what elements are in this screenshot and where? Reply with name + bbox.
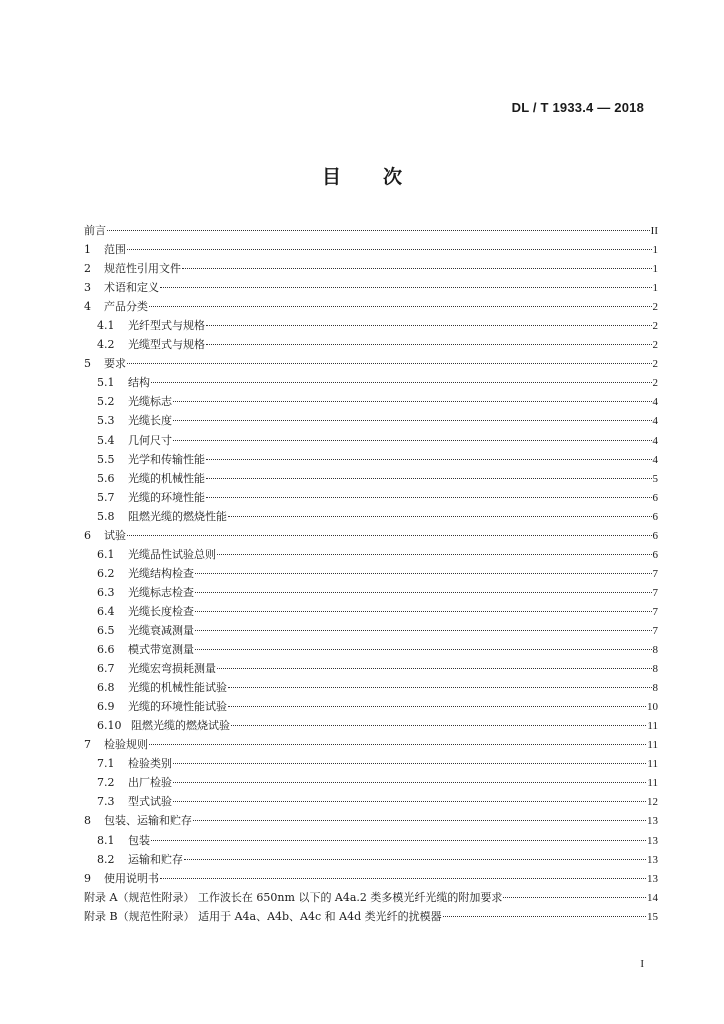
toc-dot-leader bbox=[217, 554, 652, 555]
toc-entry-label: 光缆长度 bbox=[128, 414, 172, 428]
toc-entry[interactable] bbox=[84, 392, 658, 411]
toc-entry-label: 光缆的环境性能试验 bbox=[128, 700, 227, 714]
toc-dot-leader bbox=[503, 897, 646, 898]
toc-entry[interactable] bbox=[84, 259, 658, 278]
toc-entry-label: 包装、运输和贮存 bbox=[104, 814, 192, 828]
toc-entry-page: 6 bbox=[652, 491, 658, 504]
toc-entry-number: 6.10 bbox=[97, 719, 122, 733]
toc-entry-label: 型式试验 bbox=[128, 795, 172, 809]
toc-entry-label: 要求 bbox=[104, 357, 126, 371]
toc-dot-leader bbox=[231, 725, 646, 726]
toc-entry-label: 光缆型式与规格 bbox=[128, 338, 205, 352]
toc-entry-label: 包装 bbox=[128, 833, 150, 847]
toc-dot-leader bbox=[228, 516, 652, 517]
toc-entry-number: 6.9 bbox=[97, 700, 115, 714]
toc-entry-label: 光缆结构检查 bbox=[128, 566, 194, 580]
toc-entry[interactable] bbox=[84, 450, 658, 469]
toc-entry[interactable] bbox=[84, 792, 658, 811]
toc-entry-label: 光缆宏弯损耗测量 bbox=[128, 662, 216, 676]
toc-entry-page: 15 bbox=[647, 910, 658, 923]
toc-dot-leader bbox=[173, 401, 652, 402]
toc-entry-number: 8.1 bbox=[97, 833, 115, 847]
toc-dot-leader bbox=[151, 382, 652, 383]
toc-dot-leader bbox=[228, 706, 646, 707]
toc-entry-number: 6.2 bbox=[97, 566, 115, 580]
toc-entry-page: 2 bbox=[652, 339, 658, 352]
toc-entry[interactable] bbox=[84, 411, 658, 430]
toc-entry[interactable] bbox=[84, 488, 658, 507]
toc-entry-number: 6.3 bbox=[97, 585, 115, 599]
toc-entry-label: 模式带宽测量 bbox=[128, 643, 194, 657]
toc-dot-leader bbox=[173, 763, 646, 764]
toc-entry-label: 光缆长度检查 bbox=[128, 604, 194, 618]
toc-entry-number: 6.1 bbox=[97, 547, 115, 561]
toc-entry-page: 7 bbox=[652, 567, 658, 580]
toc-entry-label: 光纤型式与规格 bbox=[128, 319, 205, 333]
toc-entry-label: 范围 bbox=[104, 243, 126, 257]
toc-entry[interactable] bbox=[84, 678, 658, 697]
toc-entry[interactable] bbox=[84, 602, 658, 621]
toc-entry[interactable] bbox=[84, 278, 658, 297]
toc-entry-number: 4 bbox=[84, 300, 91, 314]
toc-entry-page: 12 bbox=[647, 796, 658, 809]
toc-entry-page: 6 bbox=[652, 548, 658, 561]
toc-dot-leader bbox=[173, 801, 646, 802]
toc-entry[interactable] bbox=[84, 297, 658, 316]
toc-entry[interactable] bbox=[84, 469, 658, 488]
toc-entry-page: 1 bbox=[652, 263, 658, 276]
toc-entry-label: 规范性引用文件 bbox=[104, 262, 181, 276]
toc-entry[interactable] bbox=[84, 831, 658, 850]
toc-entry-number: 3 bbox=[84, 281, 91, 295]
toc-entry-number: 5 bbox=[84, 357, 91, 371]
toc-entry-page: 6 bbox=[652, 529, 658, 542]
toc-entry-label: 阻燃光缆的燃烧试验 bbox=[131, 719, 230, 733]
toc-entry[interactable] bbox=[84, 640, 658, 659]
toc-dot-leader bbox=[195, 611, 652, 612]
toc-entry[interactable] bbox=[84, 526, 658, 545]
toc-dot-leader bbox=[149, 744, 646, 745]
toc-entry-page: 11 bbox=[647, 758, 658, 771]
toc-dot-leader bbox=[206, 478, 652, 479]
toc-entry-number: 9 bbox=[84, 871, 91, 885]
toc-entry-label: 结构 bbox=[128, 376, 150, 390]
toc-entry-number: 2 bbox=[84, 262, 91, 276]
toc-entry[interactable] bbox=[84, 697, 658, 716]
toc-dot-leader bbox=[184, 859, 646, 860]
toc-entry-page: 8 bbox=[652, 663, 658, 676]
toc-entry[interactable] bbox=[84, 354, 658, 373]
toc-entry-number: 7.3 bbox=[97, 795, 115, 809]
toc-entry-page: II bbox=[650, 225, 658, 237]
toc-entry-page: 4 bbox=[652, 396, 658, 409]
toc-dot-leader bbox=[195, 592, 652, 593]
toc-dot-leader bbox=[206, 497, 652, 498]
document-code: DL / T 1933.4 — 2018 bbox=[511, 100, 644, 115]
toc-dot-leader bbox=[195, 630, 652, 631]
toc-entry[interactable] bbox=[84, 583, 658, 602]
toc-entry-label: 检验规则 bbox=[104, 738, 148, 752]
toc-entry-page: 13 bbox=[647, 853, 658, 866]
toc-entry[interactable] bbox=[84, 716, 658, 735]
toc-entry[interactable] bbox=[84, 545, 658, 564]
toc-entry-page: 7 bbox=[652, 586, 658, 599]
toc-entry-page: 13 bbox=[647, 815, 658, 828]
toc-entry-number: 7.2 bbox=[97, 776, 115, 790]
toc-dot-leader bbox=[173, 440, 652, 441]
toc-entry-label: 光缆的机械性能试验 bbox=[128, 681, 227, 695]
toc-entry-page: 14 bbox=[647, 891, 658, 904]
toc-entry-number: 5.7 bbox=[97, 490, 115, 504]
toc-entry-page: 10 bbox=[647, 701, 658, 714]
toc-entry-number: 6.5 bbox=[97, 623, 115, 637]
toc-entry-number: 5.1 bbox=[97, 376, 115, 390]
toc-entry[interactable] bbox=[84, 373, 658, 392]
toc-entry-label: 光学和传输性能 bbox=[128, 452, 205, 466]
title-char-2: 次 bbox=[383, 166, 403, 188]
toc-entry-page: 13 bbox=[647, 872, 658, 885]
toc-entry[interactable] bbox=[84, 621, 658, 640]
toc-dot-leader bbox=[206, 344, 652, 345]
toc-entry-number: 1 bbox=[84, 243, 91, 257]
toc-dot-leader bbox=[173, 420, 652, 421]
toc-dot-leader bbox=[127, 363, 652, 364]
toc-dot-leader bbox=[173, 782, 646, 783]
toc-entry-number: 5.5 bbox=[97, 452, 115, 466]
toc-entry-page: 2 bbox=[652, 358, 658, 371]
toc-entry-number: 8 bbox=[84, 814, 91, 828]
toc-dot-leader bbox=[127, 535, 652, 536]
toc-dot-leader bbox=[149, 306, 652, 307]
toc-entry[interactable] bbox=[84, 507, 658, 526]
toc-entry[interactable] bbox=[84, 564, 658, 583]
toc-entry-page: 13 bbox=[647, 834, 658, 847]
toc-entry[interactable] bbox=[84, 850, 658, 869]
toc-entry-number: 7.1 bbox=[97, 757, 115, 771]
toc-entry-page: 11 bbox=[647, 739, 658, 752]
toc-entry-number: 5.2 bbox=[97, 395, 115, 409]
page-number: I bbox=[640, 958, 644, 970]
toc-entry[interactable] bbox=[84, 754, 658, 773]
toc-entry-label: 附录 B（规范性附录） 适用于 A4a、A4b、A4c 和 A4d 类光纤的扰模器 bbox=[84, 909, 442, 923]
toc-entry-page: 1 bbox=[652, 244, 658, 257]
title-char-1: 目 bbox=[321, 166, 341, 188]
toc-entry-number: 6.4 bbox=[97, 604, 115, 618]
toc-entry-page: 8 bbox=[652, 644, 658, 657]
toc-dot-leader bbox=[206, 325, 652, 326]
toc-entry[interactable] bbox=[84, 659, 658, 678]
toc-dot-leader bbox=[160, 287, 652, 288]
toc-entry[interactable] bbox=[84, 316, 658, 335]
toc-entry-label: 光缆标志检查 bbox=[128, 585, 194, 599]
toc-entry-page: 1 bbox=[652, 282, 658, 295]
toc-entry[interactable] bbox=[84, 240, 658, 259]
toc-entry-number: 7 bbox=[84, 738, 91, 752]
toc-entry-label: 前言 bbox=[84, 224, 106, 237]
toc-entry[interactable] bbox=[84, 773, 658, 792]
toc-entry-page: 7 bbox=[652, 624, 658, 637]
toc-entry-label: 出厂检验 bbox=[128, 776, 172, 790]
toc-entry-label: 检验类别 bbox=[128, 757, 172, 771]
toc-entry[interactable] bbox=[84, 907, 658, 926]
toc-dot-leader bbox=[206, 459, 652, 460]
toc-entry[interactable] bbox=[84, 221, 658, 240]
toc-entry-number: 5.3 bbox=[97, 414, 115, 428]
toc-entry-label: 使用说明书 bbox=[104, 871, 159, 885]
toc-entry-number: 5.4 bbox=[97, 433, 115, 447]
toc-entry-page: 2 bbox=[652, 377, 658, 390]
toc-entry-label: 几何尺寸 bbox=[128, 433, 172, 447]
toc-dot-leader bbox=[151, 840, 646, 841]
toc-dot-leader bbox=[443, 916, 646, 917]
toc-entry[interactable] bbox=[84, 431, 658, 450]
toc-entry-page: 5 bbox=[652, 472, 658, 485]
toc-dot-leader bbox=[193, 820, 646, 821]
toc-entry-label: 术语和定义 bbox=[104, 281, 159, 295]
toc-entry-label: 附录 A（规范性附录） 工作波长在 650nm 以下的 A4a.2 类多模光纤光缆的附加要求 bbox=[84, 890, 503, 904]
toc-entry-number: 4.2 bbox=[97, 338, 115, 352]
toc-dot-leader bbox=[127, 249, 652, 250]
toc-dot-leader bbox=[195, 573, 652, 574]
toc-dot-leader bbox=[195, 649, 652, 650]
toc-entry-label: 试验 bbox=[104, 528, 126, 542]
toc-dot-leader bbox=[160, 878, 646, 879]
toc-entry-page: 4 bbox=[652, 415, 658, 428]
toc-entry[interactable] bbox=[84, 869, 658, 888]
toc-entry[interactable] bbox=[84, 888, 658, 907]
toc-entry-page: 2 bbox=[652, 301, 658, 314]
toc-entry-label: 阻燃光缆的燃烧性能 bbox=[128, 509, 227, 523]
toc-dot-leader bbox=[107, 230, 650, 231]
toc-entry-number: 5.6 bbox=[97, 471, 115, 485]
toc-dot-leader bbox=[217, 668, 652, 669]
toc-entry-page: 6 bbox=[652, 510, 658, 523]
table-of-contents bbox=[84, 221, 658, 926]
toc-entry-number: 4.1 bbox=[97, 319, 115, 333]
toc-dot-leader bbox=[182, 268, 652, 269]
toc-entry-page: 11 bbox=[647, 777, 658, 790]
toc-entry-page: 2 bbox=[652, 320, 658, 333]
toc-entry-label: 光缆的机械性能 bbox=[128, 471, 205, 485]
toc-dot-leader bbox=[228, 687, 652, 688]
toc-entry-label: 光缆的环境性能 bbox=[128, 490, 205, 504]
toc-entry-label: 产品分类 bbox=[104, 300, 148, 314]
toc-entry-page: 11 bbox=[647, 720, 658, 733]
toc-entry[interactable] bbox=[84, 335, 658, 354]
toc-entry-label: 光缆衰减测量 bbox=[128, 623, 194, 637]
toc-entry-label: 光缆品性试验总则 bbox=[128, 547, 216, 561]
page-title bbox=[0, 162, 724, 189]
toc-entry-page: 7 bbox=[652, 605, 658, 618]
toc-entry-page: 8 bbox=[652, 682, 658, 695]
toc-entry-page: 4 bbox=[652, 434, 658, 447]
toc-entry-number: 8.2 bbox=[97, 852, 115, 866]
toc-entry-page: 4 bbox=[652, 453, 658, 466]
toc-entry-label: 运输和贮存 bbox=[128, 852, 183, 866]
toc-entry-number: 5.8 bbox=[97, 509, 115, 523]
toc-entry-number: 6.7 bbox=[97, 662, 115, 676]
toc-entry-number: 6.6 bbox=[97, 643, 115, 657]
toc-entry-number: 6 bbox=[84, 528, 91, 542]
toc-entry[interactable] bbox=[84, 735, 658, 754]
toc-entry-number: 6.8 bbox=[97, 681, 115, 695]
toc-entry-label: 光缆标志 bbox=[128, 395, 172, 409]
toc-entry[interactable] bbox=[84, 811, 658, 830]
